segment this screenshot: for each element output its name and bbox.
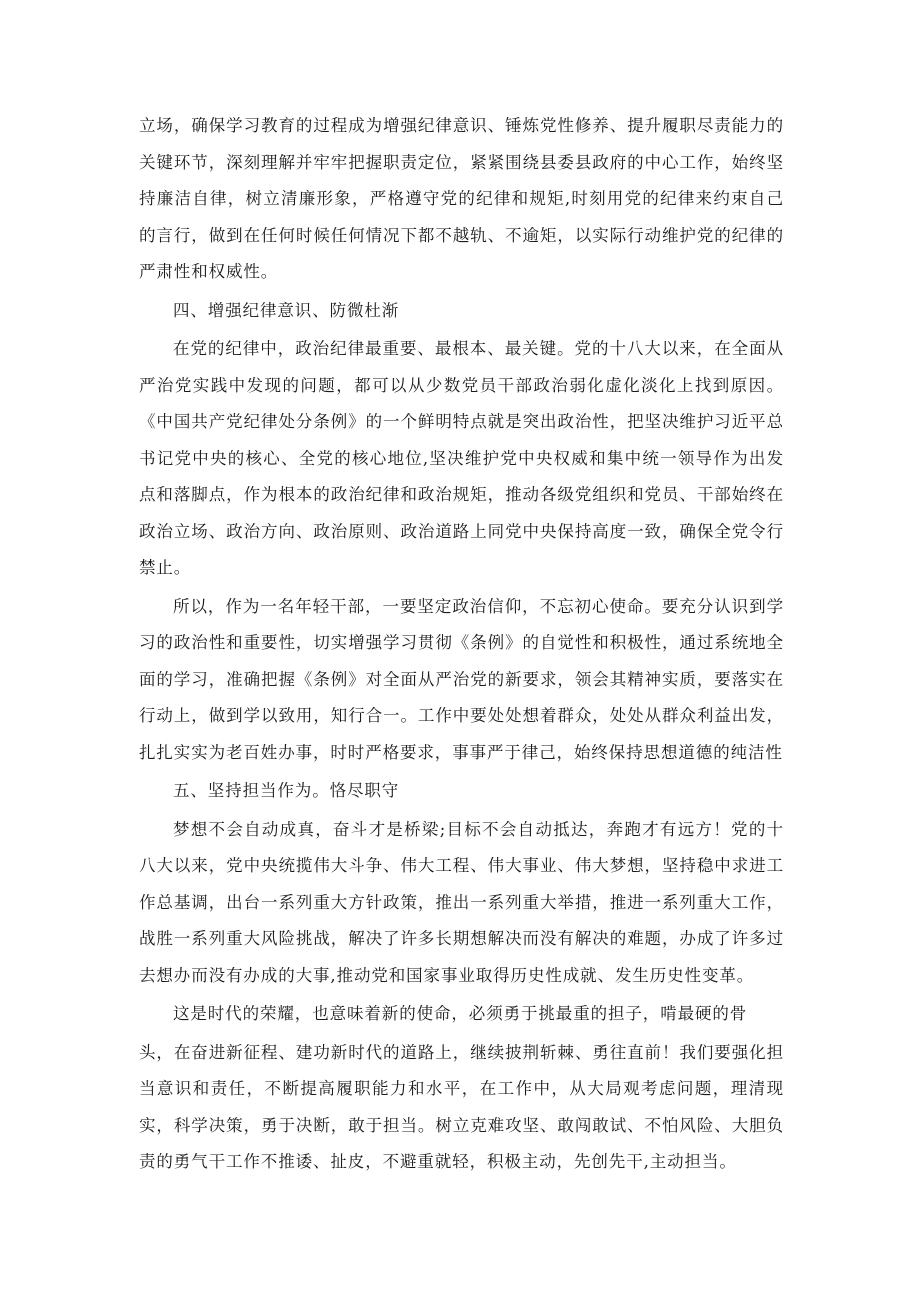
- document-body: [139, 108, 784, 1183]
- paragraph-dream: 梦想不会自动成真，奋斗才是桥梁;目标不会自动抵达，奔跑才有远方！党的十八大以来，党中央统揽伟大斗争、伟大工程、伟大事业、伟大梦想，坚持稳中求进工作总基调，出台一系列重大方针政策，推出一系列重大举措，推进一系列重大工作，战胜一系列重大风险挑战，解决了许多长期想解决而没有解决的难题，办成了许多过去想办而没有办成的大事,推动党和国家事业取得历史性成就、发生历史性变革。: [139, 819, 784, 985]
- section-heading-4: 四、增强纪律意识、防微杜渐: [173, 300, 400, 320]
- section-heading-5: 五、坚持担当作为。恪尽职守: [173, 781, 400, 800]
- paragraph-responsibility: 头，在奋进新征程、建功新时代的道路上，继续披荆斩棘、勇往直前！我们要强化担当意识和责任，不断提高履职能力和水平，在工作中，从大局观考虑问题，理清现实，科学决策，勇于决断，敢于担当。树立克难攻坚、敢闯敢试、不怕风险、大胆负责的勇气干工作不推诿、扯皮，不避重就轻，积极主动，先创先干,主动担当。: [139, 1042, 784, 1171]
- paragraph-continuation: 立场，确保学习教育的过程成为增强纪律意识、锤炼党性修养、提升履职尽责能力的关键环节，深刻理解并牢牢把握职责定位，紧紧围绕县委县政府的中心工作，始终坚持廉洁自律，树立清廉形象，严格遵守党的纪律和规矩,时刻用党的纪律来约束自己的言行，做到在任何时候任何情况下都不越轨、不逾矩，以实际行动维护党的纪律的严肃性和权威性。: [139, 116, 784, 281]
- paragraph-young-cadre: 所以，作为一名年轻干部，一要坚定政治信仰，不忘初心使命。要充分认识到学习的政治性和重要性，切实增强学习贯彻《条例》的自觉性和积极性，通过系统地全面的学习，准确把握《条例》对全面从严治党的新要求，领会其精神实质，要落实在行动上，做到学以致用，知行合一。工作中要处处想着群众，处处从群众利益出发，扎扎实实为老百姓办事，时时严格要求，事事严于律己，始终保持思想道德的纯洁性: [139, 596, 784, 762]
- paragraph-political-discipline: 在党的纪律中，政治纪律最重要、最根本、最关键。党的十八大以来，在全面从严治党实践中发现的问题，都可以从少数党员干部政治弱化虚化淡化上找到原因。《中国共产党纪律处分条例》的一个鲜明特点就是突出政治性，把坚决维护习近平总书记党中央的核心、全党的核心地位,坚决维护党中央权威和集中统一领导作为出发点和落脚点，作为根本的政治纪律和政治规矩，推动各级党组织和党员、干部始终在政治立场、政治方向、政治原则、政治道路上同党中央保持高度一致，确保全党令行禁止。: [139, 339, 784, 577]
- paragraph-era-glory: 这是时代的荣耀，也意味着新的使命，必须勇于挑最重的担子，啃最硬的骨: [173, 1004, 748, 1023]
